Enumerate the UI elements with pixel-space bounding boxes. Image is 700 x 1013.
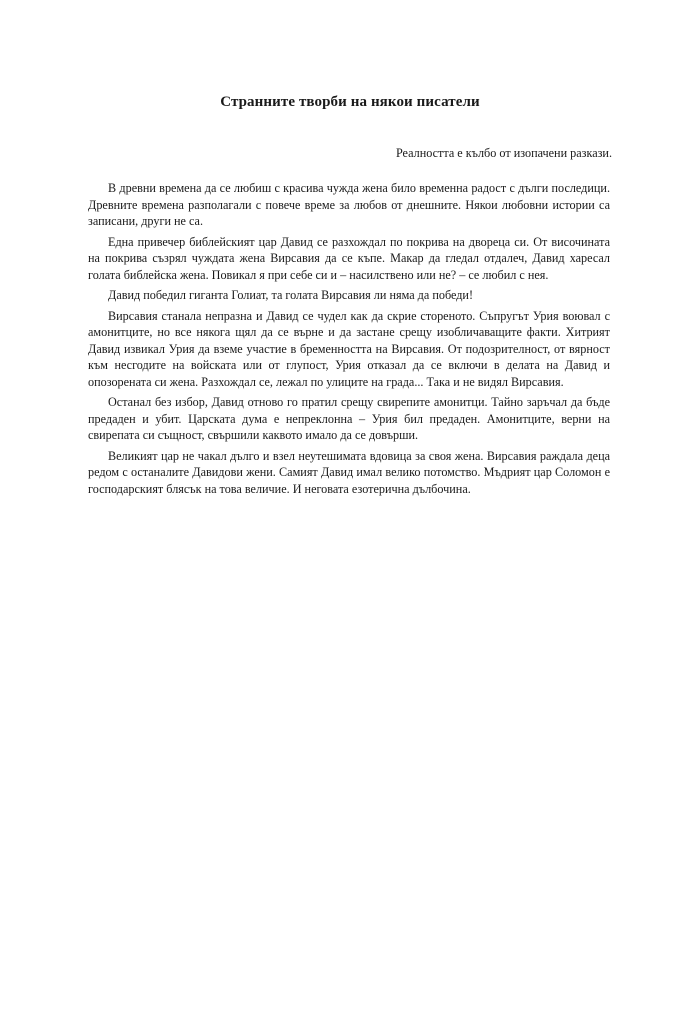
paragraph: В древни времена да се любиш с красива чужда жена било временна радост с дълги последици. Древните времена разполагали с повече време за любов от днешните. Някои любовни истории са записани, други не са. [88,181,610,228]
body-text [88,180,610,501]
paragraph: Останал без избор, Давид отново го пратил срещу свирепите амонитци. Тайно заръчал да бъде предаден и убит. Царската дума е непреклонна – Урия бил предаден. Амонитците, верни на свирепата си същност, свършили каквото имало да се довърши. [88,395,610,442]
document-title: Странните творби на някои писатели [220,94,480,110]
epigraph: Реалността е кълбо от изопачени разкази. [395,146,612,160]
paragraph: Вирсавия станала непразна и Давид се чудел как да скрие стореното. Съпругът Урия воювал с амонитците, но все някога щял да се върне и да застане срещу изобличаващите факти. Хитрият Давид извикал Урия да вземе участие в бременността на Вирсавия. От подозрителност, от вярност към несгодите на войската или от глупост, Урия отказал да се включи в делата на Давид и опозорената си жена. Разхождал се, лежал по улиците на града... Така и не видял Вирсавия. [88,308,610,389]
paragraph: Давид победил гиганта Голиат, та голата Вирсавия ли няма да победи! [108,288,474,302]
paragraph: Великият цар не чакал дълго и взел неутешимата вдовица за своя жена. Вирсавия раждала деца редом с останалите Давидови жени. Самият Давид имал велико потомство. Мъдрият цар Соломон е господарският блясък на това величие. И неговата езотерична дълбочина. [88,448,610,496]
paragraph: Една привечер библейският цар Давид се разхождал по покрива на двореца си. От височината на покрива съзрял чуждата жена Вирсавия да се къпе. Макар да гледал отдалеч, Давид харесал голата библейска жена. Повикал я при себе си и – насилствено или не? – се любил с нея. [88,234,610,282]
